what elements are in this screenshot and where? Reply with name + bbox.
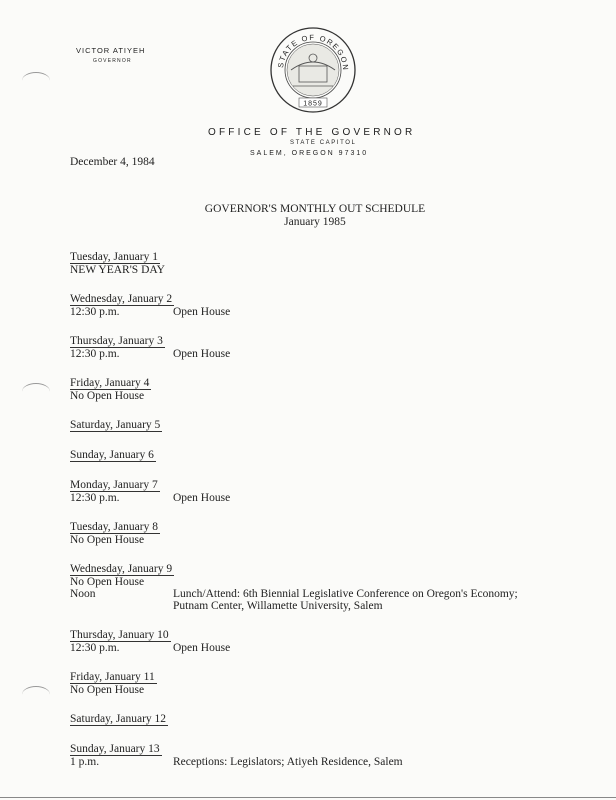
event-time: 12:30 p.m. [70,492,120,504]
day-label: Friday, January 11 [70,671,155,683]
schedule-event [70,588,570,612]
schedule-event [70,348,570,360]
event-description: Lunch/Attend: 6th Biennial Legislative Conference on Oregon's Economy; Putnam Center, Willamette University, Salem [173,588,518,612]
day-label: Saturday, January 5 [70,419,161,431]
schedule-list [70,251,570,785]
schedule-event [70,756,570,768]
capitol-line: STATE CAPITOL [290,140,357,146]
schedule-day [70,671,570,696]
schedule-day [70,419,570,432]
day-label: Thursday, January 3 [70,335,163,347]
document-title [180,203,450,229]
day-note: No Open House [70,576,145,588]
day-label: Wednesday, January 9 [70,563,173,575]
schedule-event [70,642,570,654]
state-seal-icon [269,26,357,114]
office-heading: OFFICE OF THE GOVERNOR [208,127,416,138]
event-description: Open House [173,492,231,504]
day-note: No Open House [70,390,145,402]
day-label: Saturday, January 12 [70,713,167,725]
schedule-day [70,743,570,768]
day-label: Friday, January 4 [70,377,150,389]
day-label: Tuesday, January 1 [70,251,158,263]
schedule-subtitle: January 1985 [284,216,346,228]
day-label: Thursday, January 10 [70,629,169,641]
schedule-day [70,629,570,654]
day-label: Wednesday, January 2 [70,293,173,305]
schedule-day [70,251,570,276]
punch-mark-bottom [22,686,50,703]
schedule-day [70,293,570,318]
schedule-day [70,521,570,546]
event-description: Receptions: Legislators; Atiyeh Residence, Salem [173,756,403,768]
day-note: No Open House [70,684,145,696]
schedule-title: GOVERNOR'S MONTHLY OUT SCHEDULE [204,203,426,215]
seal-text: STATE OF OREGON [275,32,351,72]
event-description: Open House [173,306,231,318]
day-note: No Open House [70,534,145,546]
schedule-day [70,377,570,402]
governor-name: VICTOR ATIYEH [76,46,146,55]
page-bottom-rule [0,797,616,798]
schedule-event [70,492,570,504]
day-label: Sunday, January 6 [70,449,154,461]
seal-year: 1859 [303,100,323,108]
schedule-event [70,306,570,318]
event-description: Open House [173,348,231,360]
day-label: Sunday, January 13 [70,743,160,755]
event-time: 1 p.m. [70,756,100,768]
event-time: Noon [70,588,96,600]
governor-title: GOVERNOR [93,58,132,64]
event-time: 12:30 p.m. [70,348,120,360]
address-line: SALEM, OREGON 97310 [250,150,369,157]
schedule-day [70,449,570,462]
event-time: 12:30 p.m. [70,306,120,318]
day-label: Tuesday, January 8 [70,521,158,533]
schedule-day [70,713,570,726]
event-description: Open House [173,642,231,654]
day-note: NEW YEAR'S DAY [70,264,165,276]
punch-mark-middle [22,383,50,400]
letter-date: December 4, 1984 [70,156,155,168]
day-label: Monday, January 7 [70,479,158,491]
schedule-day [70,479,570,504]
punch-mark-top [22,72,50,89]
event-time: 12:30 p.m. [70,642,120,654]
schedule-day [70,563,570,612]
schedule-day [70,335,570,360]
